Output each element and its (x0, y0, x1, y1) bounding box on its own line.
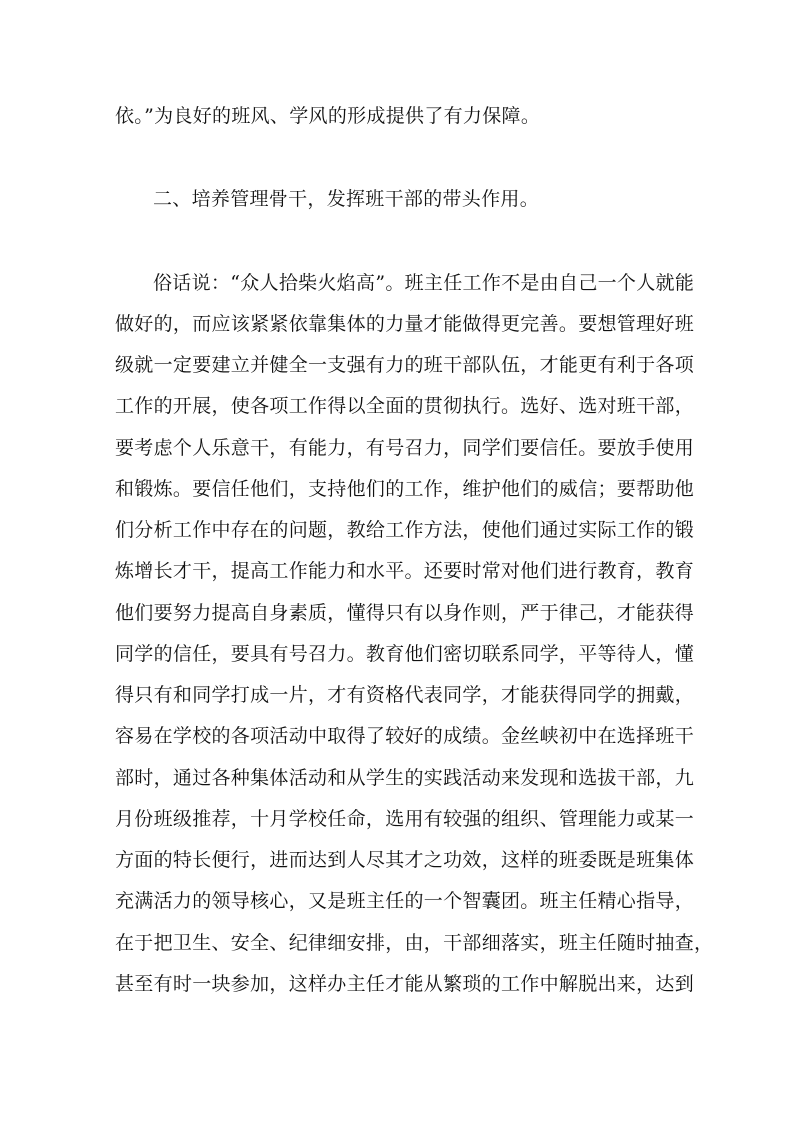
paragraph-line: 他们要努力提高自身素质，懂得只有以身作则，严于律己，才能获得 (115, 602, 695, 624)
paragraph-line: 依。”为良好的班风、学风的形成提供了有力保障。 (115, 105, 541, 127)
paragraph-line: 部时，通过各种集体活动和从学生的实践活动来发现和选拔干部，九 (115, 767, 695, 789)
paragraph-line: 要考虑个人乐意干，有能力，有号召力，同学们要信任。要放手使用 (115, 437, 695, 459)
paragraph-line: 得只有和同学打成一片，才有资格代表同学，才能获得同学的拥戴， (115, 684, 695, 706)
paragraph-line: 们分析工作中存在的问题，教给工作方法，使他们通过实际工作的锻 (115, 519, 695, 541)
paragraph-line: 工作的开展，使各项工作得以全面的贯彻执行。选好、选对班干部， (115, 395, 695, 417)
paragraph-line: 方面的特长便行，进而达到人尽其才之功效，这样的班委既是班集体 (115, 849, 695, 871)
paragraph-line: 充满活力的领导核心，又是班主任的一个智囊团。班主任精心指导， (115, 890, 695, 912)
paragraph-line: 级就一定要建立并健全一支强有力的班干部队伍，才能更有利于各项 (115, 354, 695, 376)
paragraph-line: 同学的信任，要具有号召力。教育他们密切联系同学，平等待人，懂 (115, 643, 695, 665)
paragraph-line: 做好的，而应该紧紧依靠集体的力量才能做得更完善。要想管理好班 (115, 313, 695, 335)
paragraph-line: 月份班级推荐，十月学校任命，选用有较强的组织、管理能力或某一 (115, 808, 695, 830)
paragraph-line: 炼增长才干，提高工作能力和水平。还要时常对他们进行教育，教育 (115, 560, 695, 582)
paragraph-line: 容易在学校的各项活动中取得了较好的成绩。金丝峡初中在选择班干 (115, 725, 695, 747)
paragraph-line: 俗话说：“众人拾柴火焰高”。班主任工作不是由自己一个人就能 (153, 272, 695, 294)
paragraph-line: 和锻炼。要信任他们，支持他们的工作，维护他们的威信；要帮助他 (115, 478, 695, 500)
paragraph-line: 在于把卫生、安全、纪律细安排，由，干部细落实，班主任随时抽查， (115, 932, 714, 954)
section-heading: 二、培养管理骨干，发挥班干部的带头作用。 (153, 188, 540, 210)
paragraph-line: 甚至有时一块参加，这样办主任才能从繁琐的工作中解脱出来，达到 (115, 973, 695, 995)
